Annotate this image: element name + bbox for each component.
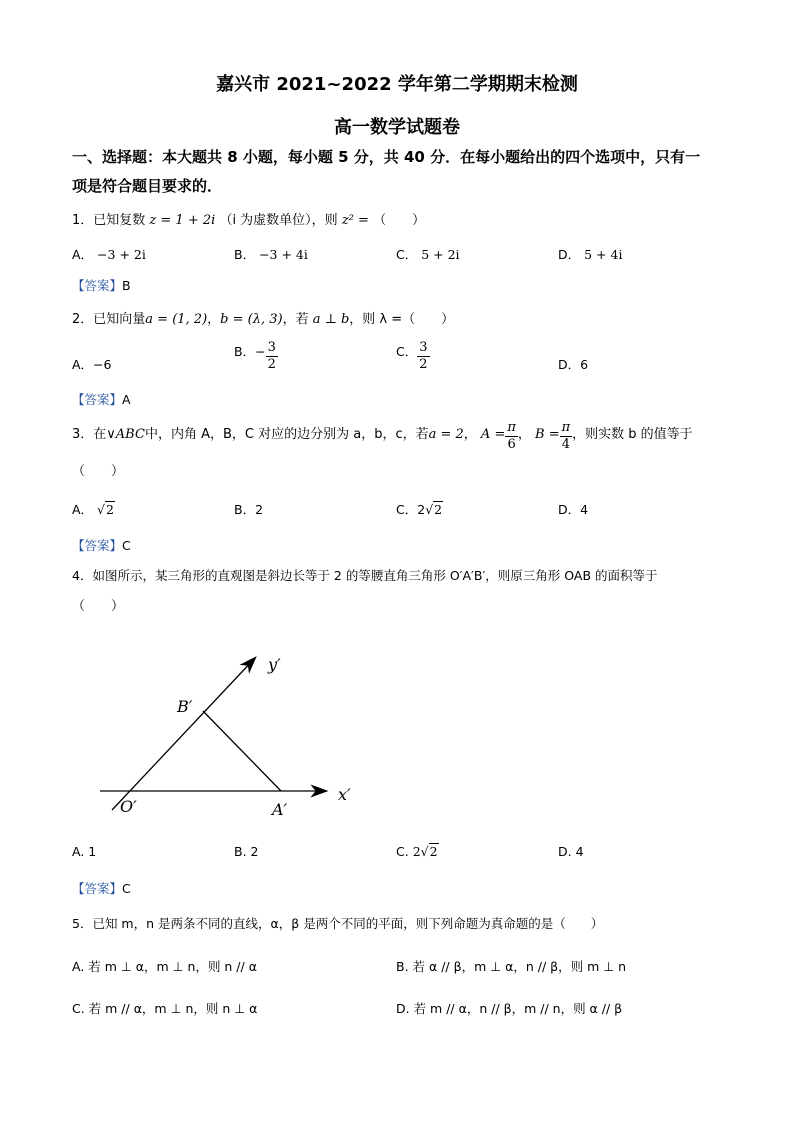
q5-option-a[interactable]: A. 若 m ⊥ α，m ⊥ n，则 n // α	[72, 959, 257, 974]
label-y: y′	[268, 655, 281, 674]
q1-answer: 【答案】B	[72, 278, 131, 293]
q1-option-d[interactable]: D． 5 + 4i	[558, 247, 623, 262]
q2-vector-b: b = (λ, 3)	[220, 312, 283, 327]
q3-option-b[interactable]: B．2	[234, 502, 264, 517]
label-b: B′	[177, 697, 193, 716]
question-3-line-2: （ ）	[72, 464, 125, 479]
q1-expr: z = 1 + 2i	[149, 213, 216, 228]
q1-option-b[interactable]: B． −3 + 4i	[234, 247, 308, 262]
page-subtitle: 高一数学试题卷	[334, 117, 460, 138]
hypotenuse	[203, 711, 281, 791]
question-5: 5．已知 m，n 是两条不同的直线，α，β 是两个不同的平面，则下列命题为真命题的是（ ）	[72, 916, 604, 931]
q1-expr2: z² =	[341, 213, 369, 228]
q1-pre: 1．已知复数	[72, 213, 146, 228]
q2-perp: a ⊥ b	[312, 312, 350, 327]
section-heading	[72, 143, 700, 201]
q4-option-b[interactable]: B. 2	[234, 844, 259, 859]
q4-option-d[interactable]: D. 4	[558, 844, 584, 859]
q2-vector-a: a = (1, 2)	[145, 312, 208, 327]
q1-option-c[interactable]: C． 5 + 2i	[396, 247, 460, 262]
q1-mid: （i 为虚数单位），则	[219, 213, 338, 228]
q2-answer: 【答案】A	[72, 392, 131, 407]
q4-option-a[interactable]: A. 1	[72, 844, 97, 859]
q2-option-c[interactable]: C． $\frac{3}{2}$	[396, 340, 428, 372]
question-3: 3．在∨ABC中，内角 A，B，C 对应的边分别为 a，b，c，若a = 2， A = $\frac{\pi}{6}$ ， B = $\frac{\pi}{4}$ ，则实数 b 的值等于	[72, 420, 693, 452]
page-title: 嘉兴市 2021~2022 学年第二学期期末检测	[216, 74, 578, 95]
q2-option-d[interactable]: D．6	[558, 357, 589, 372]
question-4: 4．如图所示，某三角形的直观图是斜边长等于 2 的等腰直角三角形 O′A′B′，则原三角形 OAB 的面积等于	[72, 568, 658, 583]
q2-option-b[interactable]: B．− $\frac{3}{2}$	[234, 340, 276, 372]
q3-option-c[interactable]: C．2√2	[396, 502, 443, 517]
q4-option-c[interactable]: C. 2√2	[396, 844, 438, 859]
q3-option-d[interactable]: D．4	[558, 502, 589, 517]
q1-post: （ ）	[373, 213, 426, 228]
q3-answer: 【答案】C	[72, 538, 131, 553]
label-o: O′	[120, 797, 137, 816]
q5-option-d[interactable]: D. 若 m // α，n // β，m // n，则 α // β	[396, 1001, 623, 1016]
label-a: A′	[272, 800, 288, 819]
y-axis	[112, 658, 255, 810]
q3-option-a[interactable]: A． √2	[72, 502, 114, 517]
q5-option-c[interactable]: C. 若 m // α，m ⊥ n，则 n ⊥ α	[72, 1001, 258, 1016]
section-line-1: 一、选择题：本大题共 8 小题，每小题 5 分，共 40 分．在每小题给出的四个选项中，只有一	[72, 148, 701, 166]
q1-option-a[interactable]: A． −3 + 2i	[72, 247, 146, 262]
section-line-2: 项是符合题目要求的．	[72, 177, 223, 195]
triangle-diagram	[90, 640, 370, 830]
question-2: 2．已知向量a = (1, 2)，b = (λ, 3)，若 a ⊥ b，则 λ =（ ）	[72, 312, 455, 327]
q4-answer: 【答案】C	[72, 881, 131, 896]
label-x: x′	[338, 785, 351, 804]
q5-option-b[interactable]: B. 若 α // β，m ⊥ α，n // β，则 m ⊥ n	[396, 959, 627, 974]
question-4-line-2: （ ）	[72, 599, 125, 614]
question-1	[72, 212, 425, 230]
q2-option-a[interactable]: A．−6	[72, 357, 112, 372]
